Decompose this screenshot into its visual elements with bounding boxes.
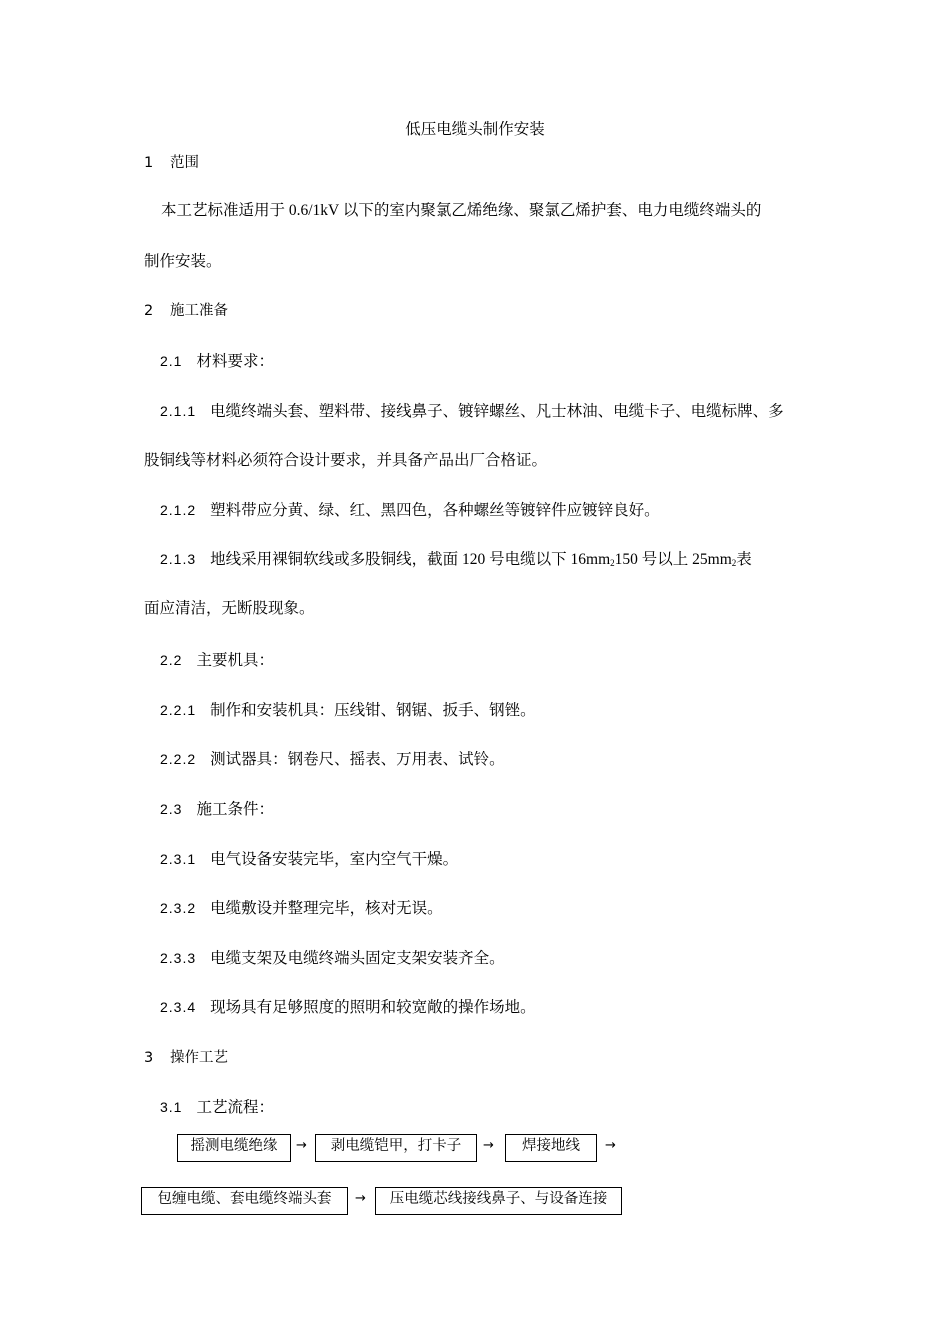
- item-2-3-3: [160, 948, 505, 969]
- item-2-2-1: [160, 700, 536, 721]
- flow-step-label: 焊接地线: [522, 1138, 580, 1154]
- item-number: 2.1: [160, 353, 183, 369]
- item-number: 2.3: [160, 801, 183, 817]
- scope-paragraph-line2: 制作安装。: [144, 253, 222, 270]
- flow-step-2: [315, 1134, 477, 1162]
- flow-step-label: 摇测电缆绝缘: [190, 1138, 278, 1154]
- section-2-heading: [144, 301, 228, 321]
- item-number: 2.2: [160, 652, 183, 668]
- item-number: 2.3.2: [160, 900, 197, 916]
- item-number: 2.1.3: [160, 551, 197, 567]
- item-number: 2.3.4: [160, 999, 197, 1015]
- item-text: 材料要求：: [196, 353, 274, 370]
- item-2-1-1-continuation: 股铜线等材料必须符合设计要求，并具备产品出厂合格证。: [144, 452, 548, 469]
- item-text: 制作和安装机具：压线钳、钢锯、扳手、钢锉。: [210, 702, 536, 719]
- scope-paragraph-line1: 本工艺标准适用于 0.6/1kV 以下的室内聚氯乙烯绝缘、聚氯乙烯护套、电力电缆终端头的: [161, 202, 762, 219]
- item-2-3-1: [160, 849, 458, 870]
- item-text: 电缆支架及电缆终端头固定支架安装齐全。: [210, 950, 505, 967]
- flow-step-1: [177, 1134, 291, 1162]
- item-number: 3.1: [160, 1099, 183, 1115]
- item-2-2: [160, 650, 274, 671]
- item-text: 工艺流程：: [196, 1099, 274, 1116]
- arrow-right-icon: →: [483, 1138, 494, 1153]
- flow-step-4: [141, 1187, 348, 1215]
- item-text: 测试器具：钢卷尺、摇表、万用表、试铃。: [210, 751, 505, 768]
- item-2-2-2: [160, 749, 505, 770]
- section-number: 1: [144, 155, 154, 171]
- item-text: 塑料带应分黄、绿、红、黑四色，各种螺丝等镀锌件应镀锌良好。: [210, 502, 660, 519]
- flow-step-label: 剥电缆铠甲，打卡子: [330, 1138, 462, 1154]
- section-1-heading: [144, 153, 199, 173]
- flow-step-label: 包缠电缆、套电缆终端头套: [157, 1191, 332, 1207]
- arrow-right-icon: →: [355, 1191, 366, 1206]
- flow-step-5: [375, 1187, 622, 1215]
- section-title: 范围: [170, 155, 199, 171]
- document-title: 低压电缆头制作安装: [405, 121, 545, 138]
- arrow-right-icon: →: [605, 1138, 616, 1153]
- item-number: 2.2.1: [160, 702, 197, 718]
- section-number: 3: [144, 1050, 154, 1066]
- item-2-1-1: [160, 401, 784, 422]
- item-number: 2.1.2: [160, 502, 197, 518]
- section-number: 2: [144, 303, 154, 319]
- item-2-1-3: [160, 549, 752, 570]
- item-2-3: [160, 799, 274, 820]
- item-2-3-2: [160, 898, 443, 919]
- flow-step-3: [505, 1134, 597, 1162]
- item-text: 150 号以上 25mm: [614, 551, 732, 568]
- section-3-heading: [144, 1048, 228, 1068]
- item-number: 2.1.1: [160, 403, 197, 419]
- item-text: 电气设备安装完毕，室内空气干燥。: [210, 851, 459, 868]
- item-2-3-4: [160, 997, 536, 1018]
- item-number: 2.3.3: [160, 950, 197, 966]
- item-3-1: [160, 1097, 274, 1118]
- subscript: 2: [731, 558, 737, 568]
- item-text: 现场具有足够照度的照明和较宽敞的操作场地。: [210, 999, 536, 1016]
- item-text: 表: [736, 551, 752, 568]
- item-2-1-2: [160, 500, 660, 521]
- item-text: 施工条件：: [196, 801, 274, 818]
- section-title: 操作工艺: [170, 1050, 228, 1066]
- subscript: 2: [610, 558, 615, 568]
- item-text: 主要机具：: [196, 652, 274, 669]
- item-text: 地线采用裸铜软线或多股铜线，截面 120 号电缆以下 16mm: [210, 551, 611, 568]
- item-text: 电缆敷设并整理完毕，核对无误。: [210, 900, 443, 917]
- item-number: 2.3.1: [160, 851, 197, 867]
- section-title: 施工准备: [170, 303, 228, 319]
- item-number: 2.2.2: [160, 751, 197, 767]
- flow-step-label: 压电缆芯线接线鼻子、与设备连接: [389, 1191, 608, 1207]
- item-2-1: [160, 351, 274, 372]
- item-text: 电缆终端头套、塑料带、接线鼻子、镀锌螺丝、凡士林油、电缆卡子、电缆标牌、多: [210, 403, 784, 420]
- arrow-right-icon: →: [296, 1138, 307, 1153]
- item-2-1-3-continuation: 面应清洁，无断股现象。: [144, 600, 315, 617]
